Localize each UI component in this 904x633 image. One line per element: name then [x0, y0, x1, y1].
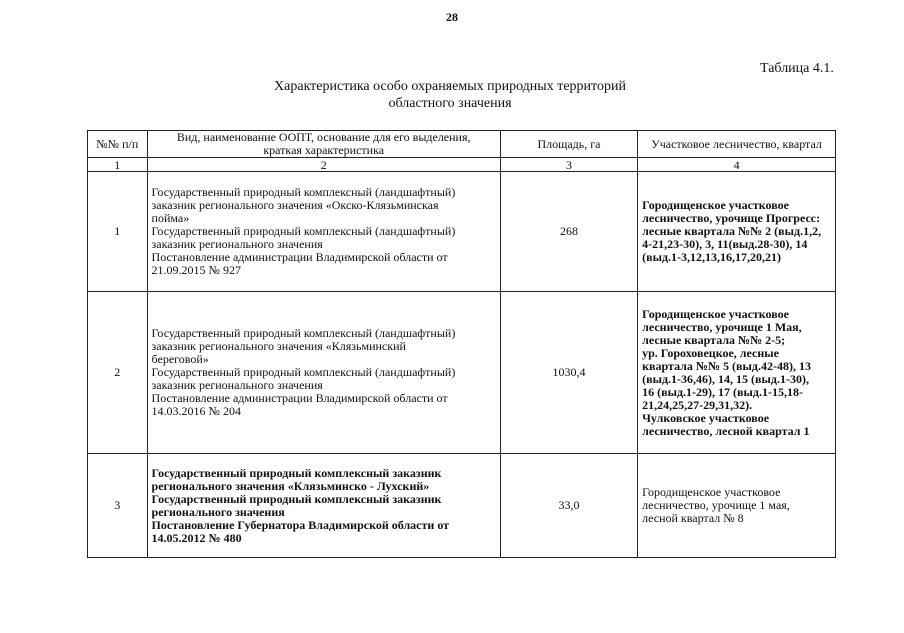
row-description — [147, 172, 500, 292]
cell-text-line: заказник регионального значения — [151, 378, 323, 392]
cell-text-line: 14.03.2016 № 204 — [151, 404, 241, 418]
table-row — [88, 454, 836, 558]
cell-text-line: лесной квартал № 8 — [642, 511, 744, 525]
table-row — [88, 292, 836, 454]
title-line: Характеристика особо охраняемых природных территорий — [274, 79, 626, 94]
cell-text-line: Государственный природный комплексный заказник — [151, 465, 442, 480]
cell-text-line: заказник регионального значения «Клязьминский — [151, 339, 406, 353]
cell-text-line: лесничество, урочище 1 Мая, — [642, 319, 802, 334]
cell-text-line: регионального значения «Клязьминско - Лухский» — [151, 478, 430, 493]
cell-text-line: ур. Гороховецкое, лесные — [642, 345, 779, 360]
row-area: 1030,4 — [500, 292, 637, 454]
cell-text-line: лесничество, урочище 1 мая, — [642, 498, 790, 512]
cell-text-line: 14.05.2012 № 480 — [151, 530, 242, 545]
column-number: 2 — [147, 158, 500, 172]
row-number: 2 — [88, 292, 148, 454]
table-label: Таблица 4.1. — [760, 61, 834, 76]
cell-text-line: квартала №№ 5 (выд.42-48), 13 — [642, 358, 811, 373]
table-row — [88, 172, 836, 292]
cell-text-line: Государственный природный комплексный (ландшафтный) — [151, 185, 456, 199]
column-number: 3 — [500, 158, 637, 172]
cell-text-line: Постановление администрации Владимирской области от — [151, 250, 448, 264]
header-description-line: Вид, наименование ООПТ, основание для его выделения, — [176, 130, 471, 144]
row-number: 3 — [88, 454, 148, 558]
cell-text-line: регионального значения — [151, 504, 285, 519]
cell-text-line: лесные квартала №№ 2-5; — [642, 332, 786, 347]
row-number: 1 — [88, 172, 148, 292]
row-description — [147, 454, 500, 558]
row-area: 33,0 — [500, 454, 637, 558]
row-forestry — [638, 292, 836, 454]
header-area: Площадь, га — [500, 131, 637, 158]
oopt-table — [87, 130, 836, 558]
cell-text-line: пойма» — [151, 211, 190, 225]
cell-text-line: лесничество, лесной квартал 1 — [642, 423, 810, 438]
header-description-line: краткая характеристика — [263, 143, 385, 157]
cell-text-line: Постановление администрации Владимирской области от — [151, 391, 448, 405]
cell-text-line: 4-21,23-30), 3, 11(выд.28-30), 14 — [642, 237, 808, 251]
cell-text-line: Городищенское участковое — [642, 198, 789, 212]
table-header-row — [88, 131, 836, 158]
document-title — [150, 78, 750, 112]
column-number-row — [88, 158, 836, 172]
cell-text-line: Государственный природный комплексный (ландшафтный) — [151, 224, 456, 238]
column-number: 4 — [638, 158, 836, 172]
row-forestry — [638, 172, 836, 292]
row-forestry — [638, 454, 836, 558]
cell-text-line: Государственный природный комплексный заказник — [151, 491, 442, 506]
cell-text-line: Постановление Губернатора Владимирской области от — [151, 517, 450, 532]
cell-text-line: Городищенское участковое — [642, 485, 781, 499]
cell-text-line: (выд.1-3,12,13,16,17,20,21) — [642, 250, 782, 264]
page-number: 28 — [446, 10, 458, 24]
cell-text-line: 16 (выд.1-29), 17 (выд.1-15,18- — [642, 384, 803, 399]
cell-text-line: 21,24,25,27-29,31,32). — [642, 397, 753, 412]
cell-text-line: лесные квартала №№ 2 (выд.1,2, — [642, 224, 822, 238]
column-number: 1 — [88, 158, 148, 172]
cell-text-line: береговой» — [151, 352, 209, 366]
cell-text-line: заказник регионального значения — [151, 237, 323, 251]
row-description — [147, 292, 500, 454]
header-number: №№ п/п — [88, 131, 148, 158]
cell-text-line: Государственный природный комплексный (ландшафтный) — [151, 326, 456, 340]
title-line: областного значения — [388, 96, 512, 111]
cell-text-line: лесничество, урочище Прогресс: — [642, 211, 821, 225]
header-forestry: Участковое лесничество, квартал — [638, 131, 836, 158]
cell-text-line: 21.09.2015 № 927 — [151, 263, 241, 277]
row-area: 268 — [500, 172, 637, 292]
cell-text-line: Государственный природный комплексный (ландшафтный) — [151, 365, 456, 379]
header-description — [147, 131, 500, 158]
cell-text-line: (выд.1-36,46), 14, 15 (выд.1-30), — [642, 371, 809, 386]
cell-text-line: Чулковское участковое — [642, 410, 770, 425]
cell-text-line: Городищенское участковое — [642, 306, 789, 321]
cell-text-line: заказник регионального значения «Окско-Клязьминская — [151, 198, 439, 212]
